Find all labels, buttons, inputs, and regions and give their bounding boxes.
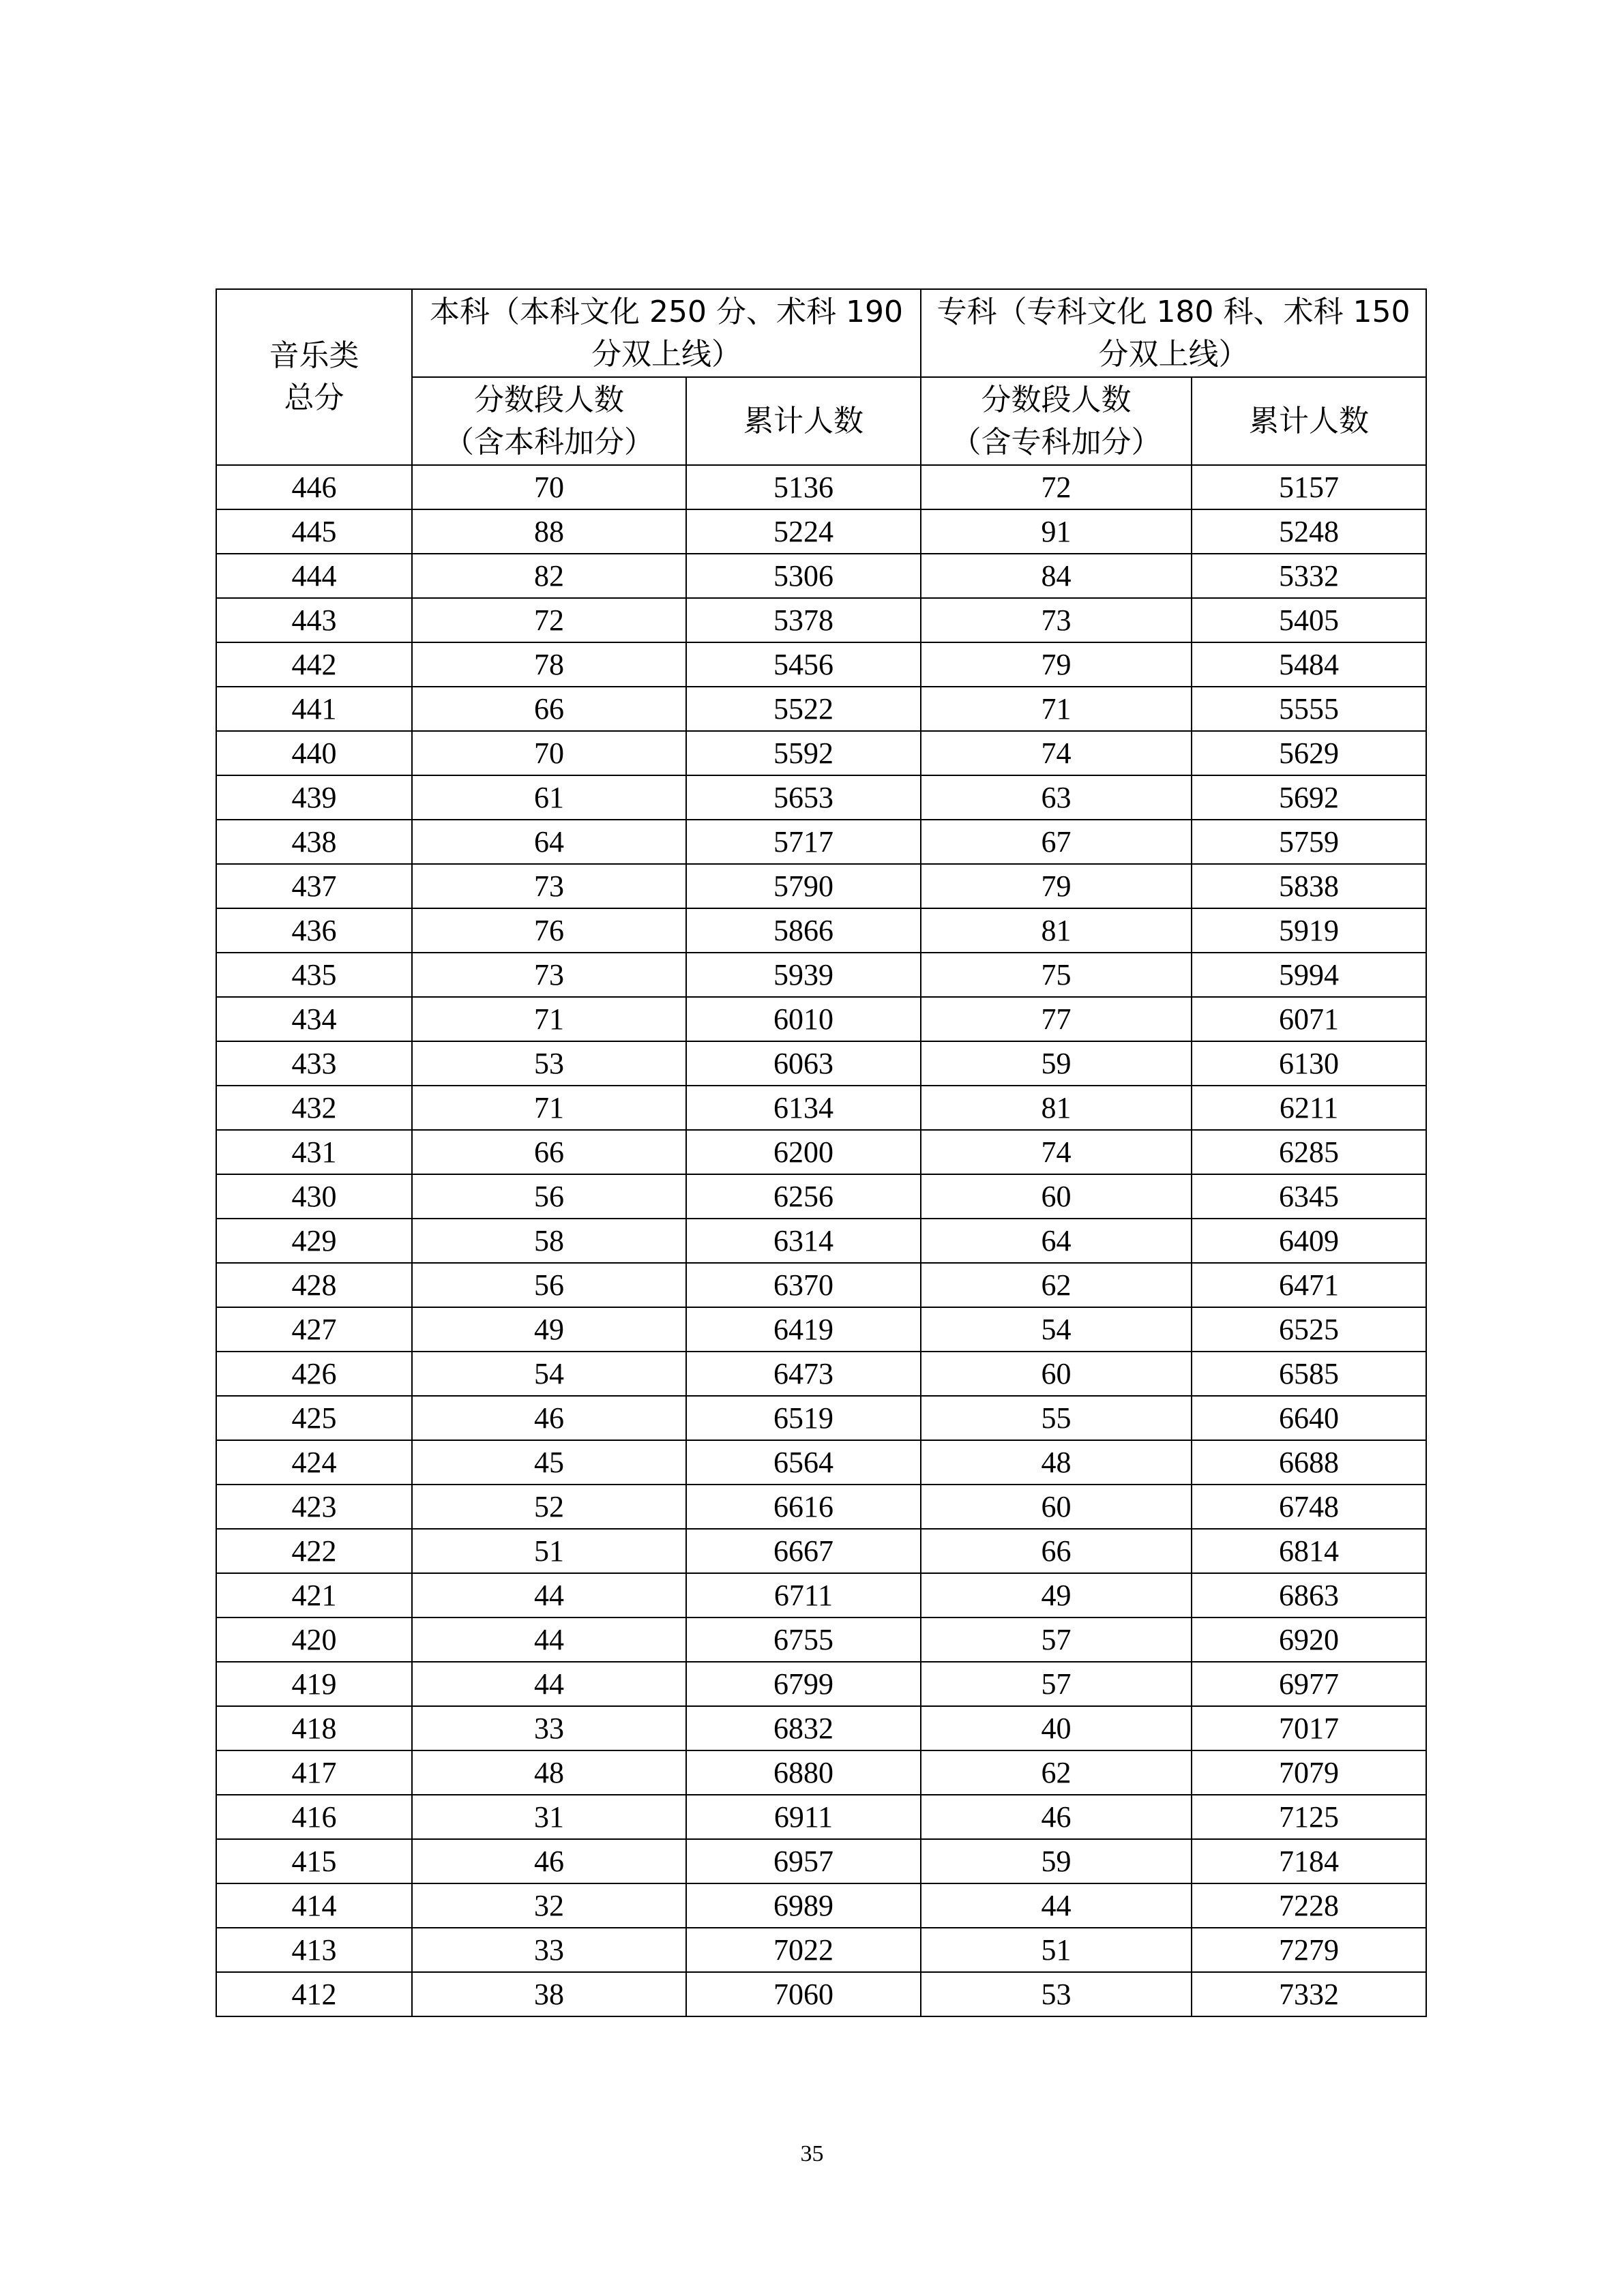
cell-undergrad-segment: 45 [412,1440,686,1485]
cell-undergrad-cumulative: 6711 [686,1573,921,1617]
cell-undergrad-segment: 82 [412,554,686,598]
header-undergrad-cumulative-label: 累计人数 [743,403,863,438]
cell-undergrad-cumulative: 7060 [686,1972,921,2016]
cell-junior-segment: 75 [921,953,1192,997]
cell-undergrad-segment: 38 [412,1972,686,2016]
cell-total-score: 445 [216,509,412,554]
cell-undergrad-segment: 33 [412,1928,686,1972]
cell-undergrad-cumulative: 6799 [686,1662,921,1706]
cell-junior-segment: 60 [921,1174,1192,1219]
cell-junior-cumulative: 5332 [1192,554,1426,598]
cell-total-score: 433 [216,1041,412,1086]
table-row [216,1706,1426,1750]
cell-junior-cumulative: 7184 [1192,1839,1426,1883]
table-row [216,1263,1426,1307]
cell-junior-cumulative: 5248 [1192,509,1426,554]
table-row [216,1396,1426,1440]
cell-total-score: 439 [216,775,412,820]
cell-undergrad-cumulative: 5939 [686,953,921,997]
cell-junior-segment: 91 [921,509,1192,554]
table-body [216,465,1426,2016]
table-row [216,1485,1426,1529]
cell-total-score: 427 [216,1307,412,1352]
cell-undergrad-segment: 64 [412,820,686,864]
cell-undergrad-cumulative: 6989 [686,1883,921,1928]
cell-junior-segment: 62 [921,1750,1192,1795]
cell-total-score: 413 [216,1928,412,1972]
table-row [216,820,1426,864]
table-row [216,1795,1426,1839]
cell-undergrad-cumulative: 6911 [686,1795,921,1839]
table-row [216,1352,1426,1396]
cell-total-score: 428 [216,1263,412,1307]
cell-undergrad-cumulative: 6519 [686,1396,921,1440]
header-junior-group-label: 专科（专科文化 180 科、术科 150 分双上线） [936,294,1411,372]
cell-undergrad-cumulative: 6134 [686,1086,921,1130]
cell-undergrad-cumulative: 6419 [686,1307,921,1352]
cell-undergrad-segment: 66 [412,1130,686,1174]
cell-junior-cumulative: 6409 [1192,1219,1426,1263]
cell-junior-cumulative: 6130 [1192,1041,1426,1086]
table-row [216,1928,1426,1972]
cell-junior-segment: 57 [921,1617,1192,1662]
header-junior-segment [921,377,1192,465]
cell-undergrad-cumulative: 5717 [686,820,921,864]
cell-junior-segment: 63 [921,775,1192,820]
cell-junior-cumulative: 5919 [1192,908,1426,953]
cell-junior-segment: 53 [921,1972,1192,2016]
cell-junior-cumulative: 6640 [1192,1396,1426,1440]
cell-junior-cumulative: 6285 [1192,1130,1426,1174]
cell-undergrad-cumulative: 6063 [686,1041,921,1086]
cell-total-score: 425 [216,1396,412,1440]
cell-junior-cumulative: 5555 [1192,687,1426,731]
page-number: 35 [800,2141,824,2166]
cell-junior-cumulative: 6863 [1192,1573,1426,1617]
cell-total-score: 424 [216,1440,412,1485]
cell-total-score: 431 [216,1130,412,1174]
cell-total-score: 443 [216,598,412,642]
cell-undergrad-cumulative: 6667 [686,1529,921,1573]
table-row [216,1883,1426,1928]
cell-undergrad-cumulative: 6616 [686,1485,921,1529]
cell-junior-segment: 71 [921,687,1192,731]
cell-junior-cumulative: 6688 [1192,1440,1426,1485]
header-total-score-label: 音乐类 总分 [269,338,359,415]
cell-undergrad-cumulative: 5224 [686,509,921,554]
table-row [216,687,1426,731]
table-row [216,1130,1426,1174]
cell-junior-segment: 79 [921,642,1192,687]
cell-undergrad-cumulative: 5790 [686,864,921,908]
cell-undergrad-segment: 33 [412,1706,686,1750]
cell-total-score: 432 [216,1086,412,1130]
cell-undergrad-segment: 71 [412,1086,686,1130]
table-row [216,864,1426,908]
header-junior-cumulative-label: 累计人数 [1249,403,1370,438]
header-junior-cumulative [1192,377,1426,465]
table-row [216,908,1426,953]
cell-undergrad-cumulative: 5522 [686,687,921,731]
table-row [216,775,1426,820]
cell-undergrad-segment: 44 [412,1662,686,1706]
cell-undergrad-cumulative: 6832 [686,1706,921,1750]
cell-total-score: 423 [216,1485,412,1529]
cell-undergrad-cumulative: 6880 [686,1750,921,1795]
cell-undergrad-segment: 78 [412,642,686,687]
cell-junior-segment: 60 [921,1352,1192,1396]
header-total-score [216,289,412,465]
cell-junior-segment: 49 [921,1573,1192,1617]
cell-total-score: 416 [216,1795,412,1839]
cell-undergrad-cumulative: 6256 [686,1174,921,1219]
cell-total-score: 438 [216,820,412,864]
table-row [216,1440,1426,1485]
cell-junior-cumulative: 6071 [1192,997,1426,1041]
cell-undergrad-segment: 44 [412,1573,686,1617]
cell-undergrad-segment: 61 [412,775,686,820]
cell-junior-segment: 51 [921,1928,1192,1972]
cell-undergrad-cumulative: 6010 [686,997,921,1041]
cell-undergrad-cumulative: 5456 [686,642,921,687]
table-row [216,509,1426,554]
cell-total-score: 437 [216,864,412,908]
cell-total-score: 422 [216,1529,412,1573]
cell-total-score: 430 [216,1174,412,1219]
cell-junior-cumulative: 5484 [1192,642,1426,687]
header-row-group [216,289,1426,377]
cell-junior-cumulative: 7017 [1192,1706,1426,1750]
cell-total-score: 436 [216,908,412,953]
cell-junior-cumulative: 6471 [1192,1263,1426,1307]
cell-total-score: 440 [216,731,412,775]
cell-undergrad-segment: 73 [412,864,686,908]
cell-junior-segment: 59 [921,1041,1192,1086]
cell-junior-cumulative: 6585 [1192,1352,1426,1396]
cell-undergrad-segment: 31 [412,1795,686,1839]
cell-undergrad-segment: 88 [412,509,686,554]
table-header [216,289,1426,465]
cell-total-score: 414 [216,1883,412,1928]
cell-undergrad-segment: 52 [412,1485,686,1529]
table-row [216,642,1426,687]
cell-total-score: 418 [216,1706,412,1750]
header-junior-segment-label: 分数段人数 （含专科加分） [951,382,1162,460]
cell-junior-segment: 84 [921,554,1192,598]
cell-junior-segment: 74 [921,1130,1192,1174]
cell-total-score: 446 [216,465,412,509]
cell-undergrad-cumulative: 5378 [686,598,921,642]
cell-total-score: 444 [216,554,412,598]
cell-total-score: 415 [216,1839,412,1883]
cell-junior-segment: 67 [921,820,1192,864]
header-undergrad-segment-label: 分数段人数 （含本科加分） [444,382,654,460]
cell-junior-segment: 44 [921,1883,1192,1928]
cell-total-score: 429 [216,1219,412,1263]
cell-undergrad-segment: 72 [412,598,686,642]
table-row [216,598,1426,642]
cell-undergrad-cumulative: 6473 [686,1352,921,1396]
cell-undergrad-cumulative: 6200 [686,1130,921,1174]
cell-undergrad-segment: 71 [412,997,686,1041]
cell-junior-cumulative: 5157 [1192,465,1426,509]
cell-undergrad-segment: 73 [412,953,686,997]
cell-undergrad-segment: 44 [412,1617,686,1662]
header-undergrad-group-label: 本科（本科文化 250 分、术科 190 分双上线） [430,294,903,372]
cell-junior-cumulative: 6920 [1192,1617,1426,1662]
table-row [216,1839,1426,1883]
cell-undergrad-cumulative: 6755 [686,1617,921,1662]
cell-undergrad-segment: 46 [412,1396,686,1440]
cell-undergrad-segment: 32 [412,1883,686,1928]
cell-junior-cumulative: 5692 [1192,775,1426,820]
cell-undergrad-cumulative: 6957 [686,1839,921,1883]
cell-junior-segment: 59 [921,1839,1192,1883]
cell-junior-cumulative: 5994 [1192,953,1426,997]
cell-junior-segment: 62 [921,1263,1192,1307]
cell-undergrad-segment: 70 [412,465,686,509]
table-row [216,1086,1426,1130]
header-undergrad-segment [412,377,686,465]
cell-junior-segment: 74 [921,731,1192,775]
cell-total-score: 441 [216,687,412,731]
cell-junior-segment: 79 [921,864,1192,908]
cell-junior-cumulative: 5838 [1192,864,1426,908]
cell-undergrad-segment: 56 [412,1263,686,1307]
header-junior-group [921,289,1426,377]
cell-undergrad-cumulative: 6370 [686,1263,921,1307]
table-row [216,465,1426,509]
cell-junior-cumulative: 6345 [1192,1174,1426,1219]
table-row [216,1529,1426,1573]
cell-junior-segment: 54 [921,1307,1192,1352]
cell-junior-cumulative: 6814 [1192,1529,1426,1573]
table-row [216,1307,1426,1352]
cell-junior-cumulative: 7228 [1192,1883,1426,1928]
cell-junior-segment: 46 [921,1795,1192,1839]
table-row [216,1750,1426,1795]
cell-undergrad-cumulative: 6564 [686,1440,921,1485]
cell-undergrad-segment: 53 [412,1041,686,1086]
cell-junior-segment: 72 [921,465,1192,509]
cell-undergrad-cumulative: 5592 [686,731,921,775]
header-undergrad-cumulative [686,377,921,465]
score-table [216,288,1427,2017]
table-row [216,997,1426,1041]
cell-total-score: 420 [216,1617,412,1662]
cell-junior-segment: 48 [921,1440,1192,1485]
table-row [216,1573,1426,1617]
header-undergrad-group [412,289,921,377]
cell-undergrad-cumulative: 5136 [686,465,921,509]
cell-junior-cumulative: 6977 [1192,1662,1426,1706]
cell-junior-cumulative: 6748 [1192,1485,1426,1529]
cell-undergrad-segment: 58 [412,1219,686,1263]
cell-junior-cumulative: 6525 [1192,1307,1426,1352]
cell-junior-segment: 66 [921,1529,1192,1573]
cell-junior-cumulative: 7332 [1192,1972,1426,2016]
cell-junior-cumulative: 5405 [1192,598,1426,642]
cell-junior-segment: 77 [921,997,1192,1041]
cell-junior-segment: 64 [921,1219,1192,1263]
table-row [216,731,1426,775]
table-row [216,554,1426,598]
cell-junior-cumulative: 7125 [1192,1795,1426,1839]
cell-junior-cumulative: 5759 [1192,820,1426,864]
cell-total-score: 421 [216,1573,412,1617]
cell-junior-segment: 60 [921,1485,1192,1529]
cell-undergrad-segment: 48 [412,1750,686,1795]
table-row [216,1219,1426,1263]
cell-junior-segment: 81 [921,1086,1192,1130]
cell-junior-cumulative: 7279 [1192,1928,1426,1972]
cell-junior-segment: 73 [921,598,1192,642]
table-row [216,1972,1426,2016]
cell-total-score: 434 [216,997,412,1041]
cell-junior-segment: 40 [921,1706,1192,1750]
table-row [216,1041,1426,1086]
cell-undergrad-cumulative: 5306 [686,554,921,598]
cell-total-score: 419 [216,1662,412,1706]
cell-undergrad-segment: 54 [412,1352,686,1396]
table-row [216,1662,1426,1706]
cell-undergrad-segment: 76 [412,908,686,953]
cell-junior-segment: 57 [921,1662,1192,1706]
cell-undergrad-segment: 66 [412,687,686,731]
table-row [216,953,1426,997]
table-row [216,1617,1426,1662]
cell-undergrad-segment: 51 [412,1529,686,1573]
cell-undergrad-segment: 46 [412,1839,686,1883]
cell-undergrad-segment: 49 [412,1307,686,1352]
cell-junior-cumulative: 5629 [1192,731,1426,775]
cell-undergrad-cumulative: 7022 [686,1928,921,1972]
cell-undergrad-segment: 70 [412,731,686,775]
cell-total-score: 412 [216,1972,412,2016]
cell-undergrad-cumulative: 5866 [686,908,921,953]
cell-total-score: 435 [216,953,412,997]
table-row [216,1174,1426,1219]
cell-junior-segment: 81 [921,908,1192,953]
cell-junior-segment: 55 [921,1396,1192,1440]
cell-junior-cumulative: 6211 [1192,1086,1426,1130]
cell-total-score: 442 [216,642,412,687]
cell-undergrad-cumulative: 5653 [686,775,921,820]
cell-undergrad-cumulative: 6314 [686,1219,921,1263]
cell-total-score: 417 [216,1750,412,1795]
cell-total-score: 426 [216,1352,412,1396]
cell-undergrad-segment: 56 [412,1174,686,1219]
cell-junior-cumulative: 7079 [1192,1750,1426,1795]
